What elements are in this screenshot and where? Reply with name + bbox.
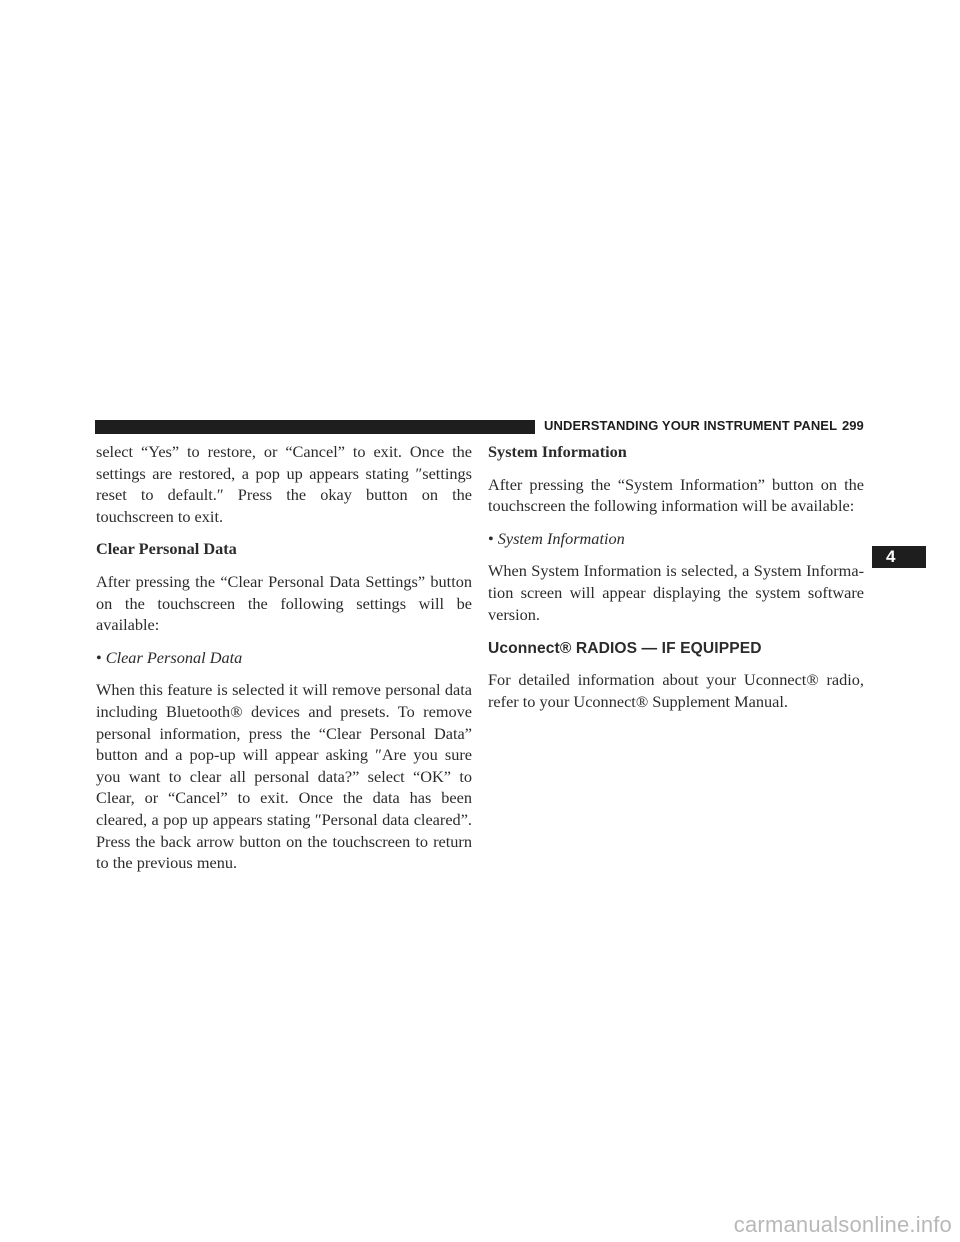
bullet-item (96, 647, 472, 669)
chapter-tab: 4 (872, 546, 926, 568)
body-paragraph: When System Information is selected, a System Informa-tion screen will appear displaying the system software version. (488, 561, 864, 624)
body-paragraph: When this feature is selected it will remove personal data including Bluetooth® devices and presets. To remove personal information, press the “Clear Personal Data” button and a pop-up will appear asking ″Are you sure you want to clear all personal data?” select “OK” to Clear, or “Cancel” to exit. Once the data has been cleared, a pop up appears stating ″Personal data cleared”. Press the back arrow button on the touchscreen to return to the previous menu. (96, 680, 472, 873)
intro-paragraph: After pressing the “System Information” button on the touchscreen the following information will be available: (488, 474, 864, 516)
left-column (96, 441, 472, 885)
section-heading-system-information: System Information (488, 442, 627, 461)
continued-paragraph: select “Yes” to restore, or “Cancel” to exit. Once the settings are restored, a pop up appears stating ″settings reset to default.″ Press the okay button on the touchscreen to exit. (96, 442, 472, 526)
section-heading-uconnect-radios: Uconnect® RADIOS — IF EQUIPPED (488, 640, 762, 658)
bullet-text: Clear Personal Data (105, 647, 243, 667)
bullet-icon: • (96, 647, 102, 667)
intro-paragraph: After pressing the “Clear Personal Data Settings” button on the touchscreen the following settings will be available: (96, 571, 472, 635)
bullet-icon: • (488, 528, 494, 548)
bullet-item (488, 528, 864, 550)
running-header-title: UNDERSTANDING YOUR INSTRUMENT PANEL (544, 418, 838, 433)
page-number: 299 (842, 418, 864, 433)
header-rule (95, 420, 535, 434)
footer-watermark: carmanualsonline.info (733, 1212, 952, 1237)
final-paragraph: For detailed information about your Uconnect® radio, refer to your Uconnect® Supplement Manual. (488, 670, 864, 711)
section-heading-clear-personal-data: Clear Personal Data (96, 539, 237, 559)
bullet-text: System Information (497, 528, 625, 548)
right-column (488, 441, 864, 723)
